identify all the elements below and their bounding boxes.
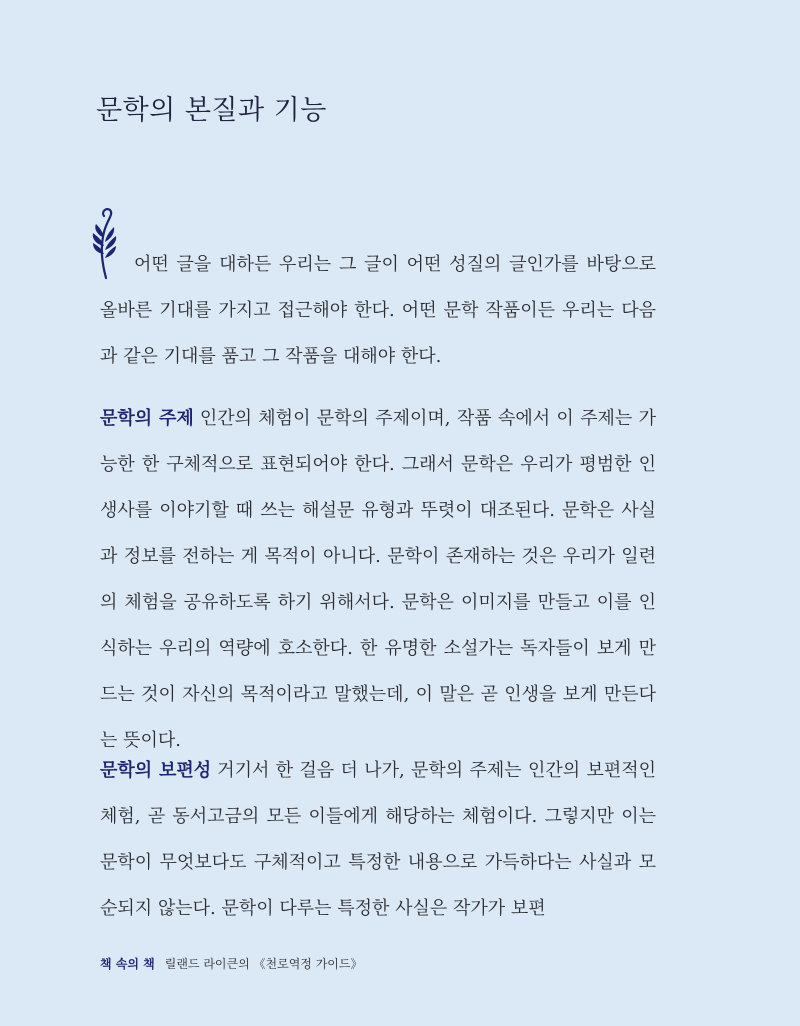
universality-text: 거기서 한 걸음 더 나가, 문학의 주제는 인간의 보편적인 체험, 곧 동서고금의 모든 이들에게 해당하는 체험이다. 그렇지만 이는 문학이 무엇보다도 구체적이고 특정한 내용으로 가득하다는 사실과 모순되지 않는다. 문학이 다루는 특정한 사실은 작가가 보편 [100, 760, 656, 919]
theme-heading: 문학의 주제 [100, 408, 194, 429]
footer-source: 릴랜드 라이큰의 《천로역정 가이드》 [164, 957, 363, 971]
universality-heading: 문학의 보편성 [100, 760, 212, 781]
page-footer [100, 955, 362, 972]
theme-paragraph [100, 396, 656, 764]
universality-paragraph [100, 748, 656, 932]
intro-paragraph [100, 242, 656, 380]
page-title: 문학의 본질과 기능 [96, 95, 327, 126]
theme-text: 인간의 체험이 문학의 주제이며, 작품 속에서 이 주제는 가능한 한 구체적으로 표현되어야 한다. 그래서 문학은 우리가 평범한 인생사를 이야기할 때 쓰는 해설문 유형과 뚜렷이 대조된다. 문학은 사실과 정보를 전하는 게 목적이 아니다. 문학이 존재하는 것은 우리가 일련의 체험을 공유하도록 하기 위해서다. 문학은 이미지를 만들고 이를 인식하는 우리의 역량에 호소한다. 한 유명한 소설가는 독자들이 보게 만드는 것이 자신의 목적이라고 말했는데, 이 말은 곧 인생을 보게 만든다는 뜻이다. [100, 408, 656, 751]
intro-text: 어떤 글을 대하든 우리는 그 글이 어떤 성질의 글인가를 바탕으로 올바른 기대를 가지고 접근해야 한다. 어떤 문학 작품이든 우리는 다음과 같은 기대를 품고 그 작품을 대해야 한다. [100, 254, 656, 367]
footer-label: 책 속의 책 [100, 957, 155, 971]
